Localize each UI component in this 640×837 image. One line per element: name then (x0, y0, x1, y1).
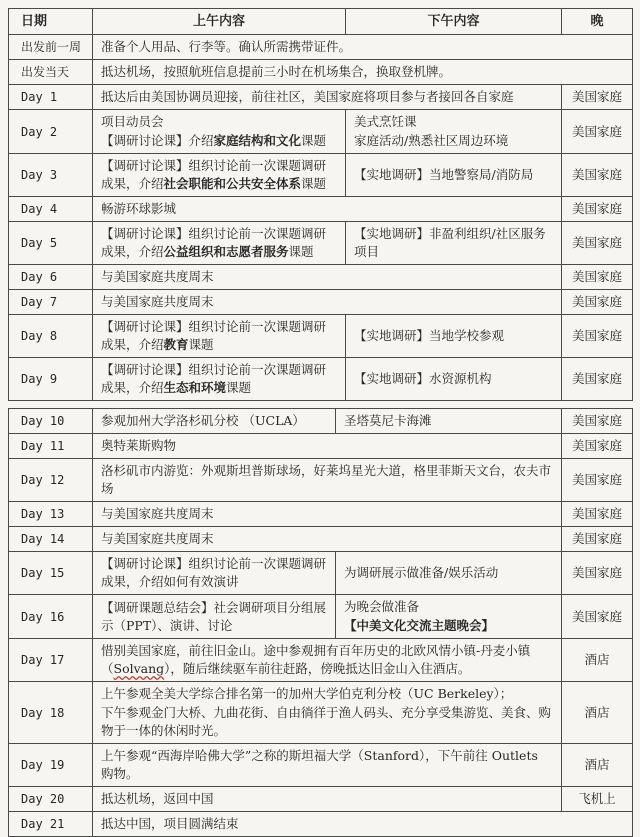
evening-cell: 美国家庭 (562, 265, 633, 290)
text-run: 圣塔莫尼卡海滩 (344, 413, 432, 428)
date-cell: Day 15 (9, 552, 93, 595)
morning-cell (93, 595, 336, 639)
table-row (9, 639, 633, 682)
emphasized-text: 教育 (163, 337, 189, 352)
content-span-cell (93, 35, 633, 60)
text-line (101, 642, 553, 678)
text-run: ），随后继续驱车前往赶路，傍晚抵达旧金山入住酒店。 (164, 661, 471, 676)
text-line (101, 157, 337, 193)
text-run: 准备个人用品、行李等。确认所需携带证件。 (101, 39, 352, 54)
evening-cell: 酒店 (562, 682, 633, 744)
text-line (101, 132, 337, 150)
date-cell: Day 9 (9, 358, 93, 401)
text-run: 上午参观“西海岸哈佛大学”之称的斯坦福大学（Stanford），下午前往 Outlets 购物。 (101, 748, 538, 781)
text-line (354, 225, 553, 261)
table-row (9, 595, 633, 639)
table-row (9, 60, 633, 85)
afternoon-cell (346, 154, 562, 197)
table-row (9, 744, 633, 787)
date-cell: Day 16 (9, 595, 93, 639)
text-line (101, 268, 553, 286)
afternoon-cell (346, 315, 562, 358)
text-line (101, 38, 624, 56)
text-line (344, 598, 553, 616)
afternoon-cell (336, 552, 562, 595)
text-line (101, 200, 553, 218)
text-run: 参观加州大学洛杉矶分校 （UCLA） (101, 413, 305, 428)
afternoon-cell (336, 595, 562, 639)
content-span-cell (93, 434, 562, 459)
date-cell: Day 7 (9, 290, 93, 315)
text-run: 课题 (288, 244, 314, 259)
date-cell: Day 12 (9, 459, 93, 502)
text-run: 与美国家庭共度周末 (101, 269, 214, 284)
evening-cell: 美国家庭 (562, 222, 633, 265)
text-run: 洛杉矶市内游览：外观斯坦普斯球场，好莱坞星光大道，格里菲斯天文台，农夫市场 (101, 463, 552, 496)
date-cell: Day 18 (9, 682, 93, 744)
evening-cell: 美国家庭 (562, 459, 633, 502)
header-afternoon: 下午内容 (346, 9, 562, 35)
content-span-cell (93, 744, 562, 787)
text-run: 奥特莱斯购物 (101, 438, 177, 453)
content-span-cell (93, 527, 562, 552)
afternoon-cell (336, 409, 562, 434)
morning-cell (93, 358, 346, 401)
date-cell: Day 17 (9, 639, 93, 682)
text-line (101, 361, 337, 397)
text-run: 【调研讨论课】组织讨论前一次课题调研成果，介绍 (101, 319, 327, 352)
table-row (9, 265, 633, 290)
evening-cell: 飞机上 (562, 787, 633, 812)
date-cell: Day 13 (9, 502, 93, 527)
text-line (344, 412, 553, 430)
evening-cell: 美国家庭 (562, 110, 633, 154)
table-row (9, 682, 633, 744)
text-run: 为晚会做准备 (344, 599, 420, 614)
content-span-cell (93, 265, 562, 290)
emphasized-text: 社会职能和公共安全体系 (163, 176, 302, 191)
text-run: 课题 (301, 176, 327, 191)
date-cell: Day 5 (9, 222, 93, 265)
table-row (9, 459, 633, 502)
text-run: 【实地调研】非盈利组织/社区服务项目 (354, 226, 546, 259)
text-run: 为调研展示做准备/娱乐活动 (344, 565, 499, 580)
table-row (9, 502, 633, 527)
table-row (9, 434, 633, 459)
content-span-cell (93, 812, 633, 837)
text-run: 美式烹饪课 (354, 114, 417, 129)
text-run: 【实地调研】当地学校参观 (354, 328, 505, 343)
morning-cell (93, 315, 346, 358)
date-cell: Day 8 (9, 315, 93, 358)
evening-cell: 美国家庭 (562, 358, 633, 401)
date-cell: Day 19 (9, 744, 93, 787)
evening-cell: 美国家庭 (562, 409, 633, 434)
text-line (101, 530, 553, 548)
text-line (354, 370, 553, 388)
text-line (101, 790, 553, 808)
text-run: 抵达中国，项目圆满结束 (101, 816, 239, 831)
text-run: 【调研课题总结会】社会调研项目分组展示（PPT）、演讲、讨论 (101, 599, 327, 633)
afternoon-cell (346, 222, 562, 265)
text-run: 【调研讨论课】组织讨论前一次课题调研成果，介绍 (101, 362, 327, 395)
evening-cell: 美国家庭 (562, 434, 633, 459)
date-cell: Day 14 (9, 527, 93, 552)
morning-cell (93, 222, 346, 265)
text-run: 【调研讨论课】组织讨论前一次课题调研成果，介绍 (101, 226, 327, 259)
evening-cell: 美国家庭 (562, 154, 633, 197)
text-run: 课题 (188, 337, 214, 352)
text-line (344, 617, 553, 635)
table-row (9, 110, 633, 154)
emphasized-text: 公益组织和志愿者服务 (163, 244, 289, 259)
content-span-cell (93, 60, 633, 85)
text-run: 惜别美国家庭，前往旧金山。途中参观拥有百年历史的北欧风情小镇-丹麦小镇（ (101, 643, 531, 676)
content-span-cell (93, 197, 562, 222)
table-row (9, 358, 633, 401)
text-line (101, 225, 337, 261)
text-line (354, 113, 553, 131)
table-row (9, 315, 633, 358)
text-run: 与美国家庭共度周末 (101, 294, 214, 309)
content-span-cell (93, 459, 562, 502)
text-line (101, 505, 553, 523)
header-date: 日期 (9, 9, 93, 35)
table-row (9, 35, 633, 60)
evening-cell: 美国家庭 (562, 502, 633, 527)
header-morning: 上午内容 (93, 9, 346, 35)
date-cell: 出发前一周 (9, 35, 93, 60)
itinerary-table-part-1 (8, 8, 633, 401)
text-run: 抵达后由美国协调员迎接，前往社区，美国家庭将项目参与者接回各自家庭 (101, 89, 514, 104)
date-cell: 出发当天 (9, 60, 93, 85)
date-cell: Day 21 (9, 812, 93, 837)
evening-cell: 美国家庭 (562, 552, 633, 595)
date-cell: Day 11 (9, 434, 93, 459)
table-row (9, 154, 633, 197)
rows-part-1 (9, 35, 633, 401)
emphasized-text: 【中美文化交流主题晚会】 (344, 618, 495, 633)
text-run: 【调研讨论课】组织讨论前一次课题调研成果，介绍 (101, 158, 327, 191)
text-line (101, 293, 553, 311)
text-run: 上午参观全美大学综合排名第一的加州大学伯克利分校（UC Berkeley）； (101, 686, 513, 701)
text-line (344, 564, 553, 582)
evening-cell: 美国家庭 (562, 85, 633, 110)
rows-part-2 (9, 409, 633, 837)
header-evening: 晚 (562, 9, 633, 35)
evening-cell: 酒店 (562, 744, 633, 787)
table-row (9, 787, 633, 812)
content-span-cell (93, 682, 562, 744)
emphasized-text: 家庭结构和文化 (213, 133, 302, 148)
text-run: 【调研讨论课】组织讨论前一次课题调研成果，介绍如何有效演讲 (101, 556, 327, 589)
afternoon-cell (346, 110, 562, 154)
date-cell: Day 1 (9, 85, 93, 110)
text-run: 畅游环球影城 (101, 201, 177, 216)
morning-cell (93, 552, 336, 595)
text-line (101, 412, 327, 430)
table-row (9, 85, 633, 110)
evening-cell: 美国家庭 (562, 527, 633, 552)
text-run: 项目动员会 (101, 114, 164, 129)
content-span-cell (93, 787, 562, 812)
date-cell: Day 4 (9, 197, 93, 222)
text-run: 下午参观金门大桥、九曲花街、自由徜徉于渔人码头、充分享受集游览、美食、购物于一体的休闲时光。 (101, 705, 552, 738)
text-run: 【实地调研】当地警察局/消防局 (354, 167, 534, 182)
date-cell: Day 6 (9, 265, 93, 290)
text-run: 抵达机场，返回中国 (101, 791, 214, 806)
date-cell: Day 2 (9, 110, 93, 154)
text-run: 课题 (226, 380, 252, 395)
evening-cell: 美国家庭 (562, 197, 633, 222)
table-row (9, 290, 633, 315)
table-row (9, 409, 633, 434)
text-run: 与美国家庭共度周末 (101, 506, 214, 521)
morning-cell (93, 154, 346, 197)
content-span-cell (93, 290, 562, 315)
text-line (101, 747, 553, 783)
evening-cell: 美国家庭 (562, 595, 633, 639)
text-line (101, 63, 624, 81)
content-span-cell (93, 639, 562, 682)
text-line (101, 88, 553, 106)
morning-cell (93, 110, 346, 154)
table-row (9, 552, 633, 595)
evening-cell: 美国家庭 (562, 315, 633, 358)
text-line (101, 704, 553, 740)
text-run: 课题 (301, 133, 327, 148)
table-row (9, 527, 633, 552)
text-line (354, 132, 553, 150)
content-span-cell (93, 502, 562, 527)
text-run: 抵达机场，按照航班信息提前三小时在机场集合，换取登机牌。 (101, 64, 452, 79)
content-span-cell (93, 85, 562, 110)
text-run: 家庭活动/熟悉社区周边环境 (354, 133, 509, 148)
evening-cell: 美国家庭 (562, 290, 633, 315)
emphasized-text: 生态和环境 (163, 380, 227, 395)
text-line (354, 327, 553, 345)
date-cell: Day 10 (9, 409, 93, 434)
table-row (9, 197, 633, 222)
text-line (101, 462, 553, 498)
text-line (101, 599, 327, 635)
misspelled-word: Solvang (113, 661, 165, 676)
table-row (9, 812, 633, 837)
text-run: 【实地调研】水资源机构 (354, 371, 492, 386)
morning-cell (93, 409, 336, 434)
text-line (101, 113, 337, 131)
text-line (101, 437, 553, 455)
evening-cell: 酒店 (562, 639, 633, 682)
date-cell: Day 20 (9, 787, 93, 812)
date-cell: Day 3 (9, 154, 93, 197)
header-row (9, 9, 633, 35)
table-row (9, 222, 633, 265)
text-line (101, 318, 337, 354)
text-line (101, 815, 624, 833)
text-line (101, 555, 327, 591)
text-line (101, 685, 553, 703)
afternoon-cell (346, 358, 562, 401)
text-run: 与美国家庭共度周末 (101, 531, 214, 546)
text-line (354, 166, 553, 184)
itinerary-table-part-2 (8, 408, 633, 837)
text-run: 【调研讨论课】介绍 (101, 133, 214, 148)
